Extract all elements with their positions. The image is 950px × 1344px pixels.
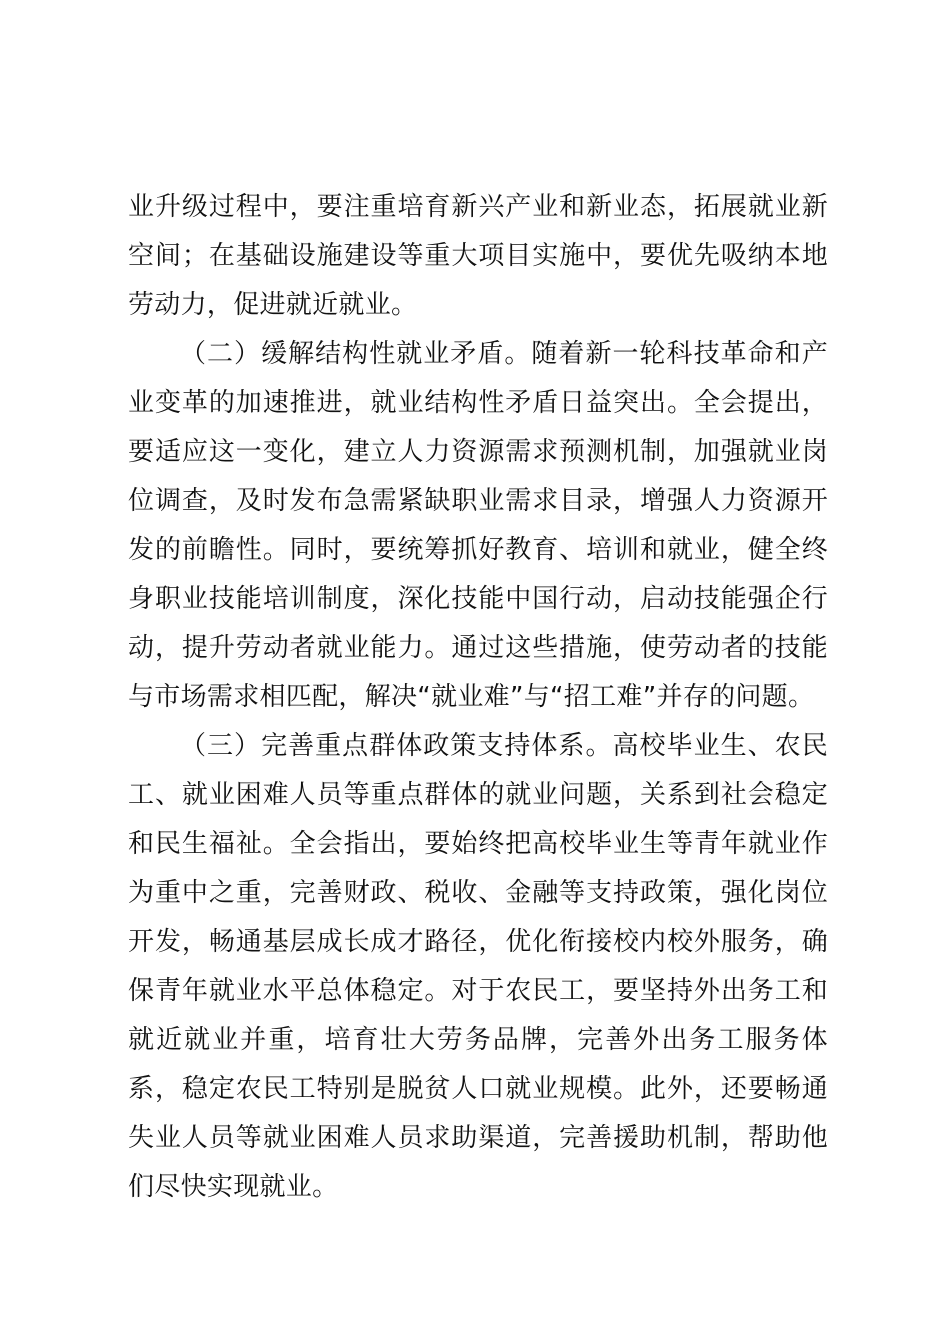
paragraph-continuation: 业升级过程中，要注重培育新兴产业和新业态，拓展就业新空间；在基础设施建设等重大项目实施中，要优先吸纳本地劳动力，促进就近就业。 <box>128 192 828 320</box>
paragraph-key-groups-policy: （三）完善重点群体政策支持体系。高校毕业生、农民工、就业困难人员等重点群体的就业问题，关系到社会稳定和民生福祉。全会指出，要始终把高校毕业生等青年就业作为重中之重，完善财政、税收、金融等支持政策，强化岗位开发，畅通基层成长成才路径，优化衔接校内校外服务，确保青年就业水平总体稳定。对于农民工，要坚持外出务工和就近就业并重，培育壮大劳务品牌，完善外出务工服务体系，稳定农民工特别是脱贫人口就业规模。此外，还要畅通失业人员等就业困难人员求助渠道，完善援助机制，帮助他们尽快实现就业。 <box>128 731 828 1202</box>
paragraph-structural-employment: （二）缓解结构性就业矛盾。随着新一轮科技革命和产业变革的加速推进，就业结构性矛盾日益突出。全会提出，要适应这一变化，建立人力资源需求预测机制，加强就业岗位调查，及时发布急需紧缺职业需求目录，增强人力资源开发的前瞻性。同时，要统筹抓好教育、培训和就业，健全终身职业技能培训制度，深化技能中国行动，启动技能强企行动，提升劳动者就业能力。通过这些措施，使劳动者的技能与市场需求相匹配，解决“就业难”与“招工难”并存的问题。 <box>128 339 828 712</box>
document-body <box>128 183 828 1212</box>
